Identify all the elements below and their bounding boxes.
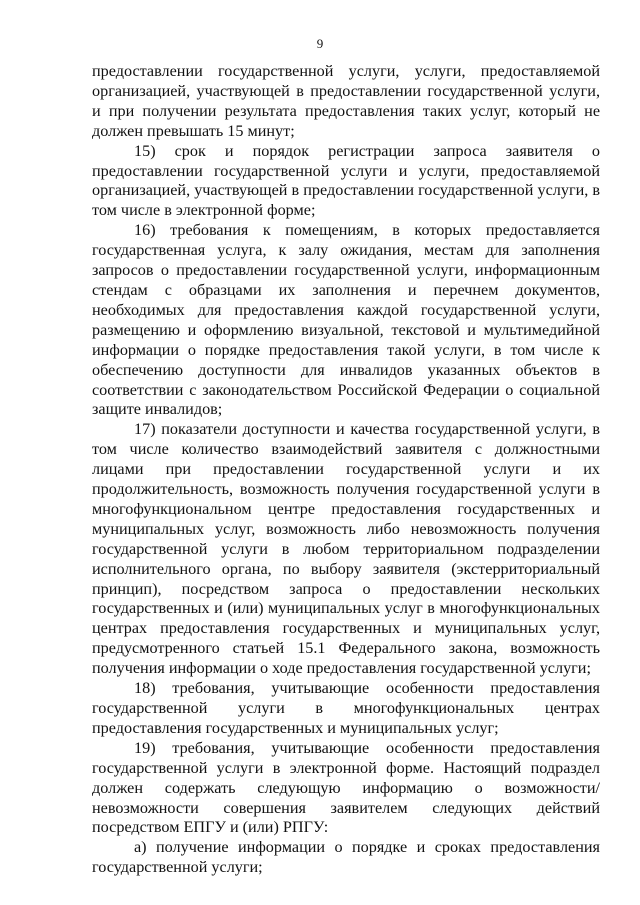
paragraph-item-19: 19) требования, учитывающие особенности предоставления государственной услуги в электронной форме. Настоящий подраздел должен содержать следующую информацию о возможности/невозможности совершения заявителем следующих действий посредством ЕПГУ и (или) РПГУ: bbox=[92, 738, 600, 837]
paragraph-subitem-a: а) получение информации о порядке и сроках предоставления государственной услуги; bbox=[92, 838, 600, 877]
paragraph-item-15: 15) срок и порядок регистрации запроса заявителя о предоставлении государственной услуги и услуги, предоставляемой организацией, участвующей в предоставлении государственной услуги, в том числе в электронной форме; bbox=[92, 141, 600, 220]
document-body bbox=[92, 62, 600, 878]
paragraph-item-18: 18) требования, учитывающие особенности предоставления государственной услуги в многофункциональных центрах предоставления государственных и муниципальных услуг; bbox=[92, 679, 600, 737]
paragraph-item-16: 16) требования к помещениям, в которых предоставляется государственная услуга, к залу ожидания, местам для заполнения запросов о предоставлении государственной услуги, информационным стендам с образцами их заполнения и перечнем документов, необходимых для предоставления каждой государственной услуги, размещению и оформлению визуальной, текстовой и мультимедийной информации о порядке предоставления такой услуги, в том числе к обеспечению доступности для инвалидов указанных объектов в соответствии с законодательством Российской Федерации о социальной защите инвалидов; bbox=[92, 221, 600, 419]
paragraph-continuation: предоставлении государственной услуги, услуги, предоставляемой организацией, участвующей в предоставлении государственной услуги, и при получении результата предоставления таких услуг, который не должен превышать 15 минут; bbox=[92, 62, 600, 140]
paragraph-item-17: 17) показатели доступности и качества государственной услуги, в том числе количество взаимодействий заявителя с должностными лицами при предоставлении государственной услуги и их продолжительность, возможность получения государственной услуги в многофункциональном центре предоставления государственных и муниципальных услуг, возможность либо невозможность получения государственной услуги в любом территориальном подразделении исполнительного органа, по выбору заявителя (экстерриториальный принцип), посредством запроса о предоставлении нескольких государственных и (или) муниципальных услуг в многофункциональных центрах предоставления государственных и муниципальных услуг, предусмотренного статьей 15.1 Федерального закона, возможность получения информации о ходе предоставления государственной услуги; bbox=[92, 420, 600, 678]
page-number: 9 bbox=[316, 36, 324, 51]
